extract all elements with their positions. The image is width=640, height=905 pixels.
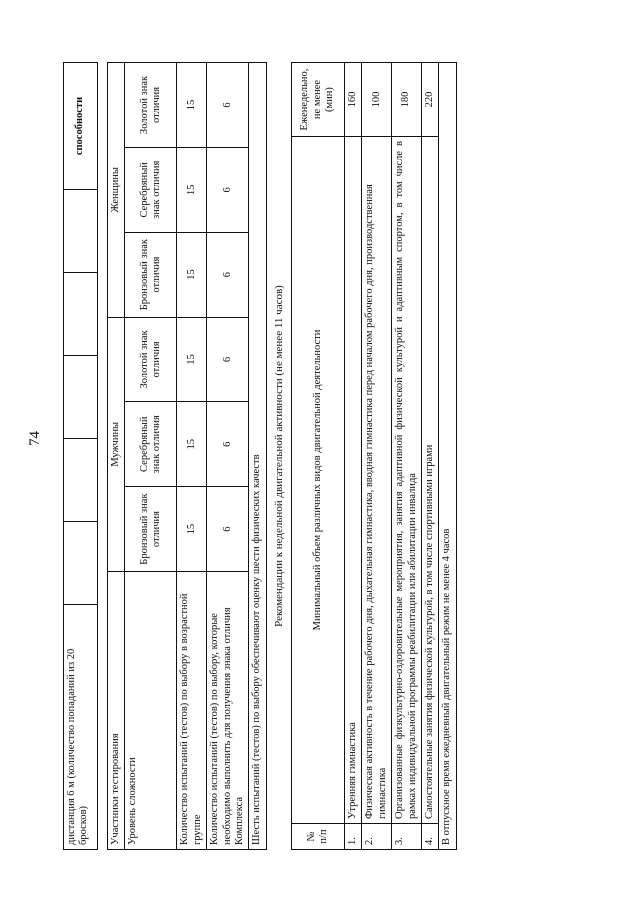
men-header: Мужчины: [108, 317, 125, 571]
row-activity: Физическая активность в течение рабочего дня, дыхательная гимнастика, вводная гимнастика перед началом рабочего дня, производственная гимнастика: [362, 137, 392, 824]
participants-header: Участники тестирования: [108, 571, 125, 849]
row-activity: Утренняя гимнастика: [345, 137, 362, 824]
num-header: № п/п: [292, 824, 345, 850]
count-value: 15: [177, 402, 207, 487]
activity-table-block: [291, 62, 457, 850]
count-row-label: Количество испытаний (тестов) по выбору в возрастной группе: [177, 571, 207, 849]
row-minutes: 180: [392, 63, 422, 137]
row-num: 2.: [362, 824, 392, 850]
activity-header: Минимальный объем различных видов двигательной деятельности: [292, 137, 345, 824]
activity-section-title: Рекомендации к недельной двигательной активности (не менее 11 часов): [273, 285, 285, 627]
row-minutes: 160: [345, 63, 362, 137]
tests-footnote: Шесть испытаний (тестов) по выбору обеспечивают оценку шести физических качеств: [249, 63, 266, 850]
tests-table: [107, 62, 267, 850]
count-value: 15: [177, 317, 207, 402]
count-value: 15: [177, 147, 207, 232]
count-value: 15: [177, 487, 207, 572]
row-activity: Организованные физкультурно-оздоровительные мероприятия, занятия адаптивной физической культурой и адаптивным спортом, в том числе в рамках индивидуальной программы реабилитации или абилитации инвалида: [392, 137, 422, 824]
badge-header: Серебряный знак отличия: [125, 402, 177, 487]
badge-header: Бронзовый знак отличия: [125, 232, 177, 317]
row-minutes: 100: [362, 63, 392, 137]
badge-header: Золотой знак отличия: [125, 63, 177, 148]
required-value: 6: [207, 402, 249, 487]
row-num: 1.: [345, 824, 362, 850]
row-num: 3.: [392, 824, 422, 850]
activity-footer: В отпускное время ежедневный двигательный режим не менее 4 часов: [439, 63, 456, 850]
activity-table: [291, 62, 457, 850]
row-activity: Самостоятельные занятия физической культурой, в том числе спортивными играми: [421, 137, 438, 824]
badge-header: Золотой знак отличия: [125, 317, 177, 402]
required-value: 6: [207, 147, 249, 232]
badge-header: Серебряный знак отличия: [125, 147, 177, 232]
row-minutes: 220: [421, 63, 438, 137]
count-value: 15: [177, 232, 207, 317]
page-number: 74: [27, 431, 43, 446]
women-header: Женщины: [108, 63, 125, 318]
difficulty-header: Уровень сложности: [125, 571, 177, 849]
tests-table-block: [107, 62, 267, 850]
weekly-header: Еженедельно, не менее (мин): [292, 63, 345, 137]
required-row-label: Количество испытаний (тестов) по выбору, которые необходимо выполнить для получения знака отличия Комплекса: [207, 571, 249, 849]
count-value: 15: [177, 63, 207, 148]
top-table: [63, 62, 98, 850]
required-value: 6: [207, 232, 249, 317]
distance-cell: дистанция 6 м (количество попаданий из 20 бросков): [64, 605, 98, 850]
abilities-cell: способности: [64, 63, 98, 190]
badge-header: Бронзовый знак отличия: [125, 487, 177, 572]
required-value: 6: [207, 487, 249, 572]
top-table-block: [63, 62, 98, 850]
required-value: 6: [207, 63, 249, 148]
required-value: 6: [207, 317, 249, 402]
row-num: 4.: [421, 824, 438, 850]
